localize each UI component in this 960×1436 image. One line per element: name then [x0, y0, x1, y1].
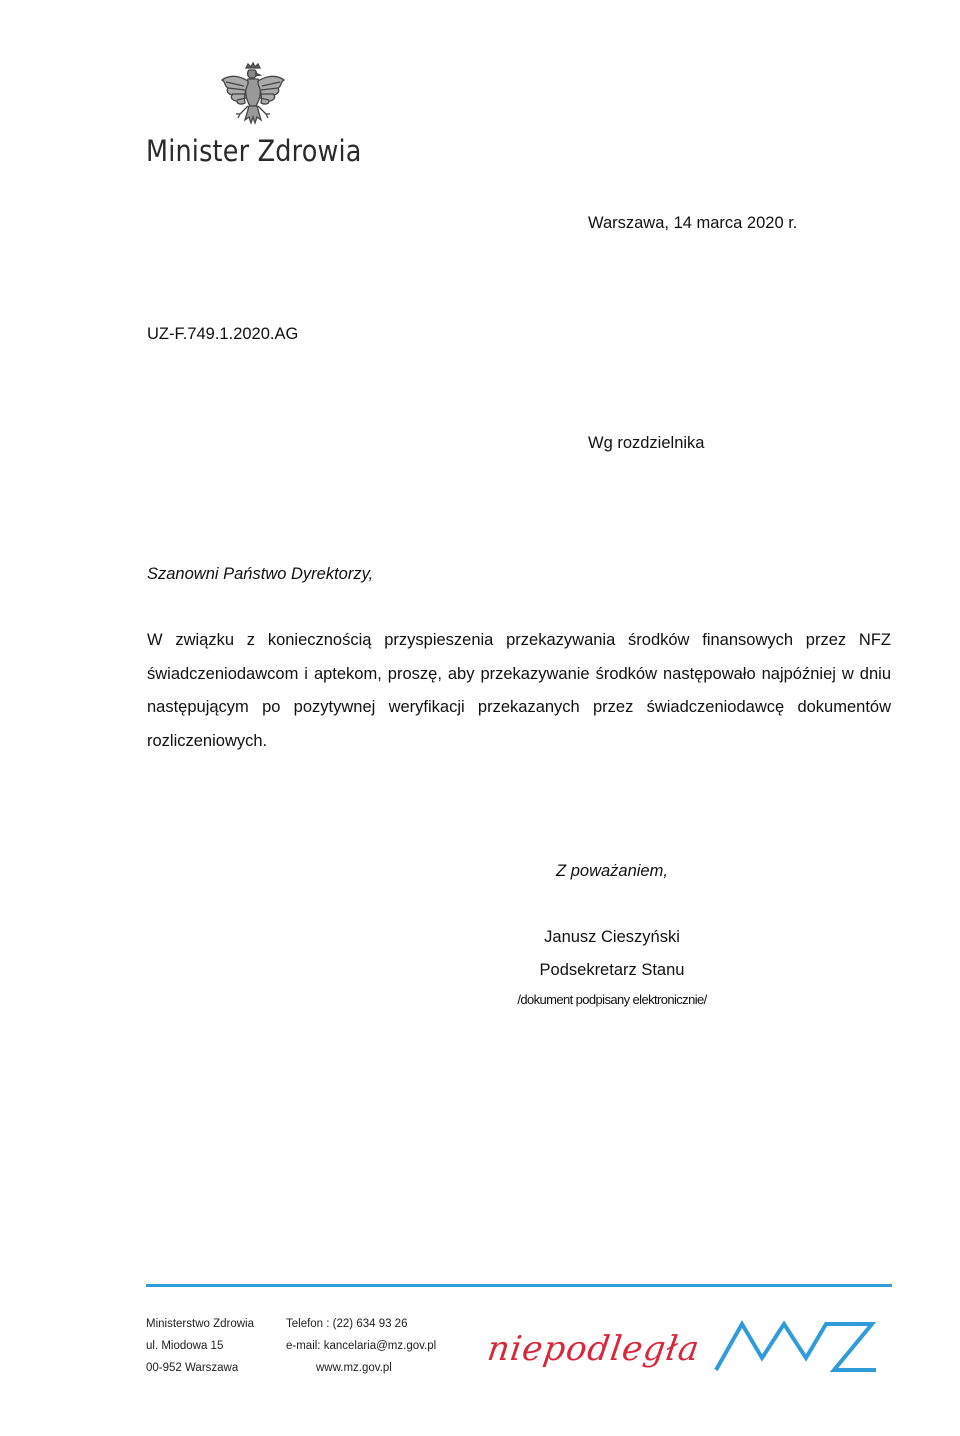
signer-role: Podsekretarz Stanu: [539, 961, 685, 979]
letter-body: W związku z koniecznością przyspieszenia przekazywania środków finansowych przez NFZ świadczeniodawcom i aptekom, proszę, aby przekazywanie środków następowało najpóźniej w dniu następującym po pozytywnej weryfikacji przekazanych przez świadczeniodawcę dokumentów rozliczeniowych.: [147, 631, 891, 750]
reference-number: UZ-F.749.1.2020.AG: [147, 325, 299, 343]
footer-website: www.mz.gov.pl: [316, 1362, 392, 1374]
footer-divider: [146, 1284, 892, 1287]
mz-brand-logo: [712, 1318, 880, 1374]
recipient-line: Wg rozdzielnika: [588, 434, 705, 452]
footer-address-line: 00-952 Warszawa: [146, 1362, 239, 1374]
electronic-signature-note: /dokument podpisany elektronicznie/: [517, 992, 707, 1007]
footer-phone: Telefon : (22) 634 93 26: [286, 1318, 408, 1330]
mz-logo-text: MZ: [712, 1318, 714, 1319]
footer-contact: [286, 1313, 436, 1379]
polish-eagle-emblem-icon: [218, 62, 288, 134]
footer-address-line: Ministerstwo Zdrowia: [146, 1318, 254, 1330]
niepodlegla-campaign-logo: [484, 1318, 703, 1378]
salutation: Szanowni Państwo Dyrektorzy,: [147, 565, 374, 583]
minister-title: Minister Zdrowia: [146, 134, 362, 168]
closing-phrase: Z poważaniem,: [556, 862, 668, 880]
niepodlegla-logo-text: niepodległa: [484, 1329, 703, 1369]
signer-name: Janusz Cieszyński: [544, 928, 680, 946]
footer-contact-block: [146, 1313, 466, 1376]
footer-address-line: ul. Miodowa 15: [146, 1340, 224, 1352]
place-and-date: Warszawa, 14 marca 2020 r.: [588, 214, 798, 232]
footer-email: e-mail: kancelaria@mz.gov.pl: [286, 1340, 437, 1352]
footer-address: [146, 1313, 254, 1379]
